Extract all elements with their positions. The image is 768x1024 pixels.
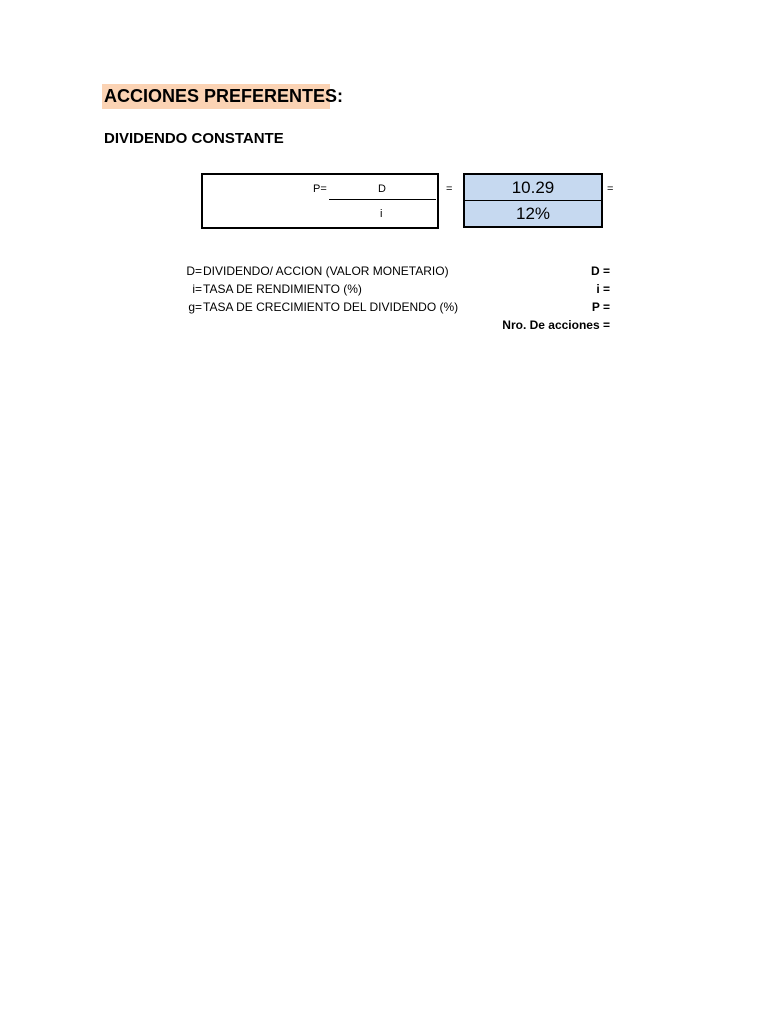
right-label-shares: Nro. De acciones = <box>502 318 610 332</box>
legend-key-d: D= <box>186 264 202 278</box>
value-rate[interactable]: 12% <box>515 204 551 223</box>
formula-box <box>201 173 439 229</box>
right-label-p: P = <box>591 300 610 314</box>
formula-numerator: D <box>378 183 386 195</box>
right-label-d: D = <box>590 264 610 278</box>
values-divider <box>465 200 601 201</box>
values-box <box>463 173 603 228</box>
equals-sign-left: = <box>446 183 453 195</box>
legend-text-i: TASA DE RENDIMIENTO (%) <box>203 282 362 296</box>
formula-denominator: i <box>380 208 383 220</box>
equals-sign-right: = <box>607 183 614 195</box>
value-dividend[interactable]: 10.29 <box>511 178 555 197</box>
right-label-i: i = <box>596 282 610 296</box>
legend-text-d: DIVIDENDO/ ACCION (VALOR MONETARIO) <box>203 264 449 278</box>
page-title: ACCIONES PREFERENTES: <box>104 86 344 106</box>
formula-lhs: P= <box>313 183 327 195</box>
legend-text-g: TASA DE CRECIMIENTO DEL DIVIDENDO (%) <box>203 300 459 314</box>
legend-key-i: i= <box>192 282 202 296</box>
legend-key-g: g= <box>188 300 202 314</box>
fraction-line <box>329 199 436 200</box>
section-subtitle: DIVIDENDO CONSTANTE <box>104 130 284 147</box>
